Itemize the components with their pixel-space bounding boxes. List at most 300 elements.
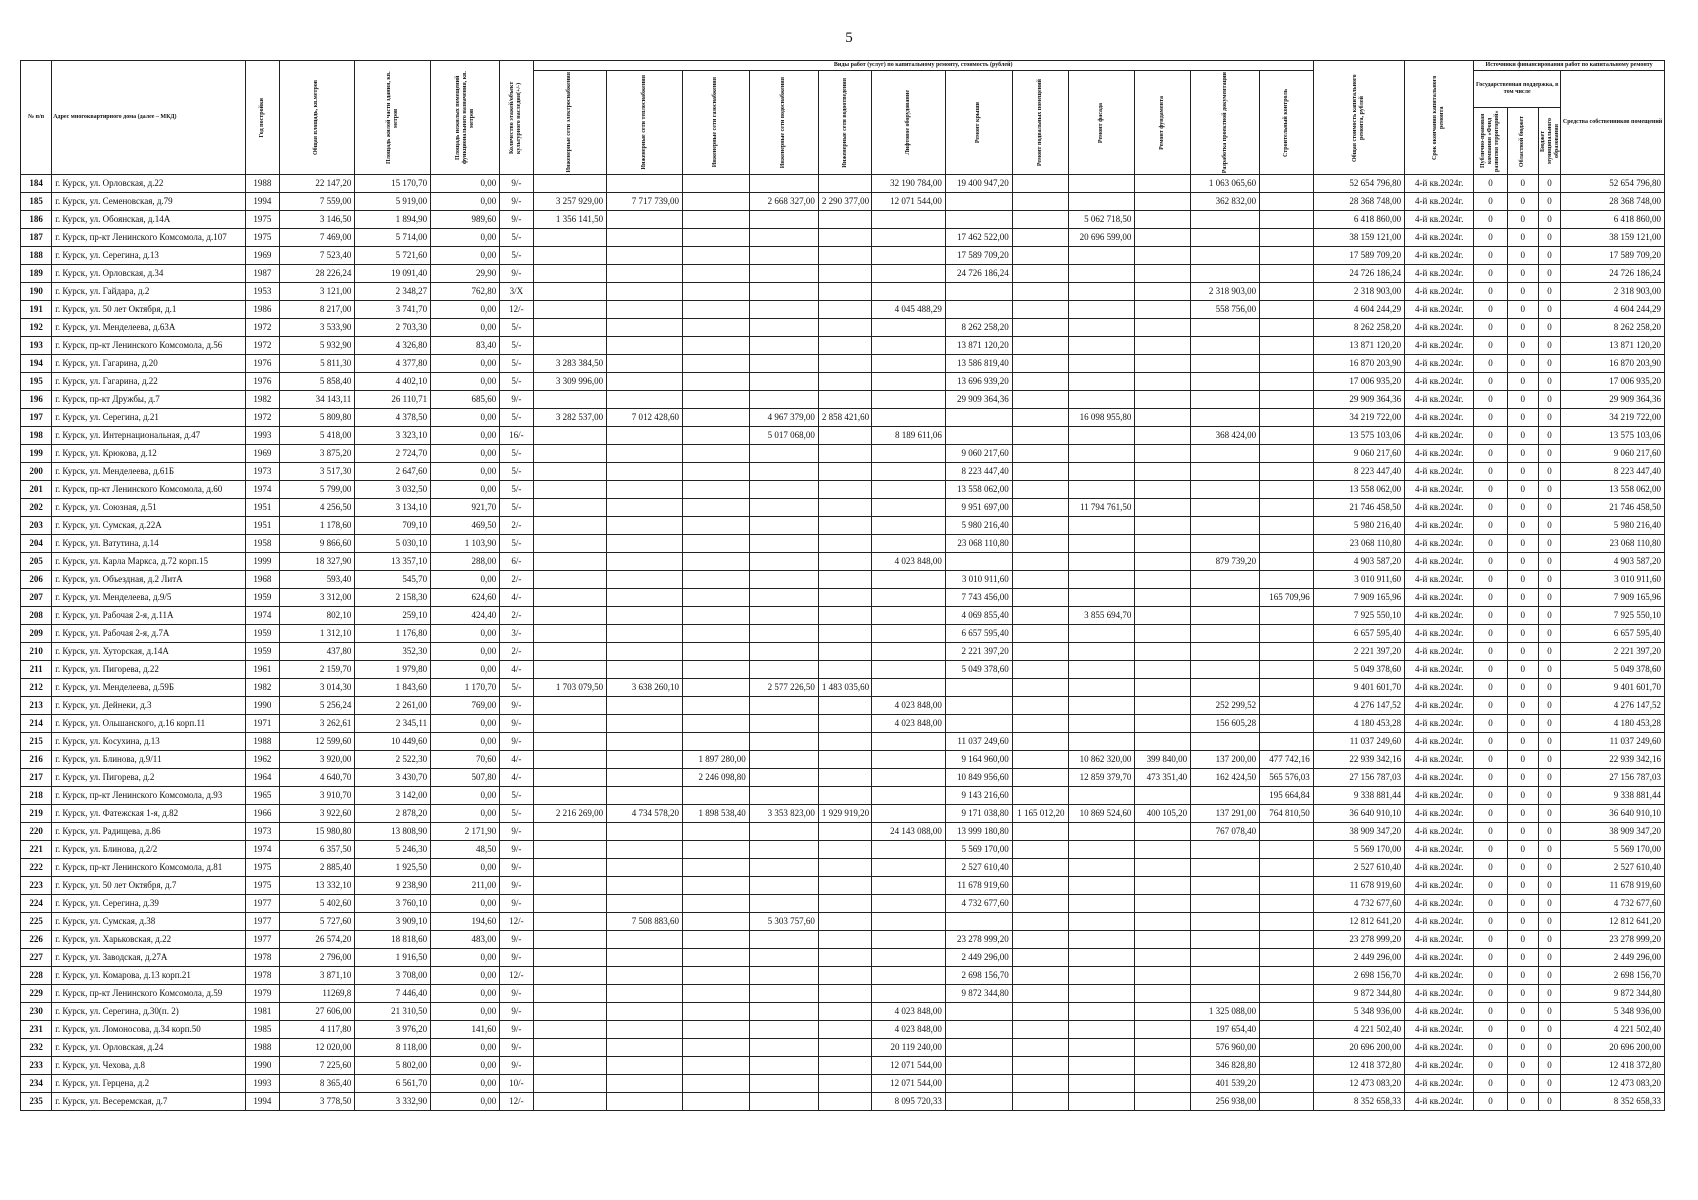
cell-control-cost [1260,409,1314,427]
cell-control-cost [1260,193,1314,211]
cell-row-number: 205 [21,553,52,571]
cell-address: г. Курск, ул. Сумская, д.22А [52,517,246,535]
cell-facade-cost: 5 062 718,50 [1068,211,1135,229]
cell-design-cost [1191,949,1260,967]
cell-control-cost [1260,949,1314,967]
cell-municipal-share: 0 [1538,805,1560,823]
cell-total-cost: 7 909 165,96 [1313,589,1404,607]
cell-heating-cost [607,265,683,283]
cell-water-cost [749,1003,818,1021]
cell-elevator-cost [872,409,946,427]
cell-deadline: 4-й кв.2024г. [1405,679,1474,697]
table-row [21,913,1665,931]
cell-control-cost [1260,445,1314,463]
cell-row-number: 222 [21,859,52,877]
cell-regional-share: 0 [1507,391,1538,409]
cell-water-cost [749,571,818,589]
cell-deadline: 4-й кв.2024г. [1405,643,1474,661]
cell-control-cost [1260,499,1314,517]
cell-row-number: 188 [21,247,52,265]
cell-owners-funds: 2 449 296,00 [1561,949,1665,967]
cell-heating-cost [607,1021,683,1039]
table-row [21,967,1665,985]
cell-sewer-cost [818,1093,871,1111]
cell-facade-cost [1068,787,1135,805]
cell-design-cost: 401 539,20 [1191,1075,1260,1093]
cell-basement-cost [1012,427,1068,445]
cell-address: г. Курск, ул. Ольшанского, д.16 корп.11 [52,715,246,733]
cell-nonliving-area: 769,00 [431,697,500,715]
cell-total-cost: 20 696 200,00 [1313,1039,1404,1057]
table-row [21,553,1665,571]
cell-total-cost: 13 558 062,00 [1313,481,1404,499]
cell-year: 1965 [246,787,279,805]
cell-row-number: 191 [21,301,52,319]
cell-nonliving-area: 0,00 [431,301,500,319]
cell-address: г. Курск, пр-кт Ленинского Комсомола, д.60 [52,481,246,499]
cell-design-cost [1191,931,1260,949]
cell-regional-share: 0 [1507,877,1538,895]
cell-basement-cost [1012,913,1068,931]
cell-row-number: 212 [21,679,52,697]
cell-electric-cost [533,841,607,859]
cell-gas-cost: 2 246 098,80 [682,769,749,787]
cell-heating-cost [607,625,683,643]
header-living-area: Площадь жилой части здания, кв. метров [355,61,431,175]
cell-roof-cost: 2 698 156,70 [945,967,1012,985]
cell-nonliving-area: 48,50 [431,841,500,859]
cell-fund-share: 0 [1474,589,1507,607]
cell-municipal-share: 0 [1538,1039,1560,1057]
cell-floors: 16/- [500,427,533,445]
cell-floors: 12/- [500,301,533,319]
cell-heating-cost [607,949,683,967]
cell-row-number: 208 [21,607,52,625]
cell-electric-cost [533,1003,607,1021]
cell-basement-cost [1012,859,1068,877]
cell-roof-cost [945,193,1012,211]
cell-municipal-share: 0 [1538,1093,1560,1111]
cell-design-cost [1191,913,1260,931]
cell-municipal-share: 0 [1538,715,1560,733]
cell-municipal-share: 0 [1538,625,1560,643]
cell-year: 1978 [246,949,279,967]
cell-owners-funds: 11 678 919,60 [1561,877,1665,895]
cell-roof-cost: 9 171 038,80 [945,805,1012,823]
cell-elevator-cost [872,337,946,355]
cell-municipal-share: 0 [1538,589,1560,607]
table-row [21,895,1665,913]
cell-floors: 9/- [500,931,533,949]
cell-electric-cost [533,859,607,877]
cell-row-number: 226 [21,931,52,949]
cell-facade-cost [1068,1039,1135,1057]
cell-facade-cost [1068,697,1135,715]
cell-facade-cost [1068,445,1135,463]
cell-total-area: 437,80 [279,643,355,661]
cell-roof-cost [945,679,1012,697]
cell-fund-share: 0 [1474,679,1507,697]
cell-basement-cost [1012,283,1068,301]
cell-total-area: 2 885,40 [279,859,355,877]
cell-roof-cost: 24 726 186,24 [945,265,1012,283]
cell-facade-cost [1068,1003,1135,1021]
cell-total-area: 3 146,50 [279,211,355,229]
table-row [21,355,1665,373]
cell-regional-share: 0 [1507,931,1538,949]
cell-municipal-share: 0 [1538,427,1560,445]
cell-address: г. Курск, ул. Пигорева, д.22 [52,661,246,679]
cell-living-area: 352,30 [355,643,431,661]
cell-nonliving-area: 2 171,90 [431,823,500,841]
cell-owners-funds: 5 569 170,00 [1561,841,1665,859]
cell-gas-cost [682,175,749,193]
cell-sewer-cost [818,607,871,625]
cell-roof-cost: 4 732 677,60 [945,895,1012,913]
cell-total-cost: 6 418 860,00 [1313,211,1404,229]
cell-sewer-cost [818,859,871,877]
cell-municipal-share: 0 [1538,481,1560,499]
cell-water-cost: 4 967 379,00 [749,409,818,427]
cell-deadline: 4-й кв.2024г. [1405,517,1474,535]
cell-year: 1968 [246,571,279,589]
cell-foundation-cost [1135,445,1191,463]
cell-fund-share: 0 [1474,733,1507,751]
cell-living-area: 15 170,70 [355,175,431,193]
cell-total-cost: 4 221 502,40 [1313,1021,1404,1039]
cell-heating-cost [607,247,683,265]
cell-total-area: 3 920,00 [279,751,355,769]
table-row [21,337,1665,355]
cell-fund-share: 0 [1474,859,1507,877]
cell-basement-cost [1012,895,1068,913]
cell-regional-share: 0 [1507,445,1538,463]
cell-nonliving-area: 0,00 [431,175,500,193]
cell-regional-share: 0 [1507,517,1538,535]
cell-heating-cost [607,229,683,247]
cell-heating-cost [607,823,683,841]
cell-electric-cost [533,913,607,931]
cell-living-area: 1 925,50 [355,859,431,877]
cell-owners-funds: 4 604 244,29 [1561,301,1665,319]
cell-elevator-cost: 4 045 488,29 [872,301,946,319]
cell-water-cost [749,769,818,787]
table-row [21,931,1665,949]
cell-total-area: 3 262,61 [279,715,355,733]
cell-water-cost [749,1021,818,1039]
cell-electric-cost [533,229,607,247]
table-row [21,1093,1665,1111]
cell-nonliving-area: 0,00 [431,967,500,985]
cell-row-number: 195 [21,373,52,391]
cell-total-area: 4 117,80 [279,1021,355,1039]
cell-gas-cost [682,1093,749,1111]
cell-row-number: 190 [21,283,52,301]
cell-row-number: 209 [21,625,52,643]
cell-municipal-share: 0 [1538,661,1560,679]
cell-control-cost [1260,301,1314,319]
cell-total-area: 802,10 [279,607,355,625]
cell-living-area: 709,10 [355,517,431,535]
cell-gas-cost [682,409,749,427]
cell-sewer-cost [818,571,871,589]
cell-gas-cost [682,355,749,373]
cell-elevator-cost: 24 143 088,00 [872,823,946,841]
cell-year: 1982 [246,391,279,409]
cell-facade-cost [1068,355,1135,373]
cell-control-cost [1260,931,1314,949]
cell-deadline: 4-й кв.2024г. [1405,859,1474,877]
cell-total-area: 12 020,00 [279,1039,355,1057]
cell-basement-cost [1012,571,1068,589]
cell-water-cost: 2 577 226,50 [749,679,818,697]
header-works-group: Виды работ (услуг) по капитальному ремонту, стоимость (рублей) [533,61,1313,71]
cell-total-area: 2 159,70 [279,661,355,679]
cell-row-number: 213 [21,697,52,715]
cell-water-cost [749,1039,818,1057]
cell-deadline: 4-й кв.2024г. [1405,481,1474,499]
cell-floors: 4/- [500,661,533,679]
table-row [21,427,1665,445]
cell-address: г. Курск, ул. Ватутина, д.14 [52,535,246,553]
cell-gas-cost [682,1003,749,1021]
cell-municipal-share: 0 [1538,841,1560,859]
cell-year: 1990 [246,1057,279,1075]
cell-address: г. Курск, ул. Весеремская, д.7 [52,1093,246,1111]
cell-municipal-share: 0 [1538,787,1560,805]
cell-facade-cost [1068,265,1135,283]
cell-water-cost [749,985,818,1003]
cell-fund-share: 0 [1474,571,1507,589]
cell-deadline: 4-й кв.2024г. [1405,877,1474,895]
cell-deadline: 4-й кв.2024г. [1405,499,1474,517]
cell-sewer-cost [818,337,871,355]
table-row [21,283,1665,301]
cell-floors: 5/- [500,499,533,517]
cell-elevator-cost [872,679,946,697]
cell-address: г. Курск, ул. Орловская, д.24 [52,1039,246,1057]
cell-sewer-cost [818,463,871,481]
header-basement: Ремонт подвальных помещений [1012,71,1068,175]
cell-living-area: 5 030,10 [355,535,431,553]
cell-electric-cost [533,967,607,985]
cell-address: г. Курск, ул. Менделеева, д.9/5 [52,589,246,607]
cell-heating-cost [607,697,683,715]
cell-sewer-cost [818,715,871,733]
cell-owners-funds: 12 418 372,80 [1561,1057,1665,1075]
cell-total-area: 5 418,00 [279,427,355,445]
cell-living-area: 3 430,70 [355,769,431,787]
cell-total-area: 28 226,24 [279,265,355,283]
cell-roof-cost [945,1021,1012,1039]
cell-deadline: 4-й кв.2024г. [1405,373,1474,391]
cell-design-cost: 558 756,00 [1191,301,1260,319]
cell-roof-cost: 23 278 999,20 [945,931,1012,949]
cell-electric-cost [533,1057,607,1075]
cell-municipal-share: 0 [1538,409,1560,427]
cell-elevator-cost [872,373,946,391]
header-control: Строительный контроль [1260,71,1314,175]
cell-year: 1981 [246,1003,279,1021]
cell-regional-share: 0 [1507,301,1538,319]
cell-nonliving-area: 0,00 [431,427,500,445]
cell-gas-cost [682,445,749,463]
cell-electric-cost [533,697,607,715]
cell-design-cost [1191,481,1260,499]
cell-regional-share: 0 [1507,625,1538,643]
cell-floors: 9/- [500,193,533,211]
cell-basement-cost [1012,265,1068,283]
cell-living-area: 5 714,00 [355,229,431,247]
cell-address: г. Курск, пр-кт Ленинского Комсомола, д.93 [52,787,246,805]
cell-nonliving-area: 624,60 [431,589,500,607]
cell-regional-share: 0 [1507,463,1538,481]
cell-nonliving-area: 0,00 [431,355,500,373]
table-row [21,211,1665,229]
cell-owners-funds: 9 338 881,44 [1561,787,1665,805]
cell-floors: 9/- [500,715,533,733]
cell-basement-cost [1012,967,1068,985]
cell-water-cost [749,391,818,409]
cell-facade-cost [1068,1057,1135,1075]
cell-regional-share: 0 [1507,229,1538,247]
cell-foundation-cost [1135,1093,1191,1111]
cell-design-cost [1191,859,1260,877]
header-heating: Инженерные сети теплоснабжения [607,71,683,175]
cell-living-area: 3 332,90 [355,1093,431,1111]
cell-roof-cost: 8 262 258,20 [945,319,1012,337]
cell-electric-cost: 3 257 929,00 [533,193,607,211]
cell-water-cost [749,355,818,373]
table-row [21,697,1665,715]
cell-basement-cost [1012,1003,1068,1021]
cell-control-cost [1260,517,1314,535]
cell-row-number: 202 [21,499,52,517]
cell-total-area: 27 606,00 [279,1003,355,1021]
cell-water-cost [749,535,818,553]
cell-facade-cost [1068,931,1135,949]
cell-sewer-cost [818,877,871,895]
cell-basement-cost [1012,949,1068,967]
cell-regional-share: 0 [1507,607,1538,625]
cell-address: г. Курск, ул. 50 лет Октября, д.1 [52,301,246,319]
cell-gas-cost [682,589,749,607]
cell-electric-cost: 1 356 141,50 [533,211,607,229]
cell-facade-cost [1068,319,1135,337]
cell-fund-share: 0 [1474,553,1507,571]
cell-basement-cost [1012,643,1068,661]
cell-sewer-cost [818,697,871,715]
cell-living-area: 4 326,80 [355,337,431,355]
cell-control-cost [1260,643,1314,661]
cell-floors: 9/- [500,1003,533,1021]
table-row [21,571,1665,589]
cell-foundation-cost [1135,823,1191,841]
cell-year: 1994 [246,1093,279,1111]
cell-foundation-cost [1135,931,1191,949]
cell-year: 1969 [246,247,279,265]
cell-elevator-cost [872,589,946,607]
cell-control-cost [1260,679,1314,697]
cell-facade-cost [1068,877,1135,895]
cell-municipal-share: 0 [1538,913,1560,931]
cell-deadline: 4-й кв.2024г. [1405,913,1474,931]
cell-floors: 5/- [500,247,533,265]
cell-water-cost [749,895,818,913]
cell-row-number: 200 [21,463,52,481]
cell-municipal-share: 0 [1538,373,1560,391]
cell-floors: 5/- [500,409,533,427]
cell-foundation-cost [1135,409,1191,427]
cell-water-cost [749,211,818,229]
cell-year: 1974 [246,481,279,499]
cell-elevator-cost: 12 071 544,00 [872,193,946,211]
cell-gas-cost [682,949,749,967]
cell-basement-cost [1012,229,1068,247]
cell-control-cost [1260,391,1314,409]
cell-basement-cost [1012,319,1068,337]
cell-municipal-share: 0 [1538,193,1560,211]
cell-address: г. Курск, пр-кт Ленинского Комсомола, д.56 [52,337,246,355]
cell-total-cost: 4 180 453,28 [1313,715,1404,733]
cell-living-area: 4 378,50 [355,409,431,427]
cell-row-number: 210 [21,643,52,661]
cell-owners-funds: 5 348 936,00 [1561,1003,1665,1021]
cell-municipal-share: 0 [1538,337,1560,355]
cell-foundation-cost [1135,175,1191,193]
cell-electric-cost [533,1039,607,1057]
cell-roof-cost: 5 569 170,00 [945,841,1012,859]
cell-control-cost [1260,967,1314,985]
cell-sewer-cost [818,661,871,679]
cell-design-cost: 879 739,20 [1191,553,1260,571]
cell-nonliving-area: 211,00 [431,877,500,895]
cell-fund-share: 0 [1474,823,1507,841]
cell-address: г. Курск, ул. Герцена, д.2 [52,1075,246,1093]
cell-total-cost: 13 575 103,06 [1313,427,1404,445]
table-row [21,1075,1665,1093]
cell-elevator-cost [872,211,946,229]
cell-design-cost [1191,211,1260,229]
cell-fund-share: 0 [1474,427,1507,445]
cell-fund-share: 0 [1474,319,1507,337]
cell-elevator-cost [872,229,946,247]
cell-electric-cost [533,301,607,319]
cell-electric-cost [533,1075,607,1093]
cell-sewer-cost [818,949,871,967]
cell-foundation-cost [1135,1021,1191,1039]
cell-year: 1999 [246,553,279,571]
cell-gas-cost [682,1075,749,1093]
cell-roof-cost: 2 221 397,20 [945,643,1012,661]
cell-municipal-share: 0 [1538,949,1560,967]
cell-floors: 4/- [500,751,533,769]
cell-design-cost [1191,967,1260,985]
cell-electric-cost: 3 283 384,50 [533,355,607,373]
cell-municipal-share: 0 [1538,769,1560,787]
cell-municipal-share: 0 [1538,1075,1560,1093]
cell-basement-cost [1012,301,1068,319]
cell-address: г. Курск, ул. Рабочая 2-я, д.11А [52,607,246,625]
cell-fund-share: 0 [1474,985,1507,1003]
cell-water-cost [749,265,818,283]
cell-living-area: 1 176,80 [355,625,431,643]
cell-design-cost [1191,787,1260,805]
cell-municipal-share: 0 [1538,823,1560,841]
cell-fund-share: 0 [1474,1003,1507,1021]
cell-total-area: 3 871,10 [279,967,355,985]
cell-living-area: 3 708,00 [355,967,431,985]
